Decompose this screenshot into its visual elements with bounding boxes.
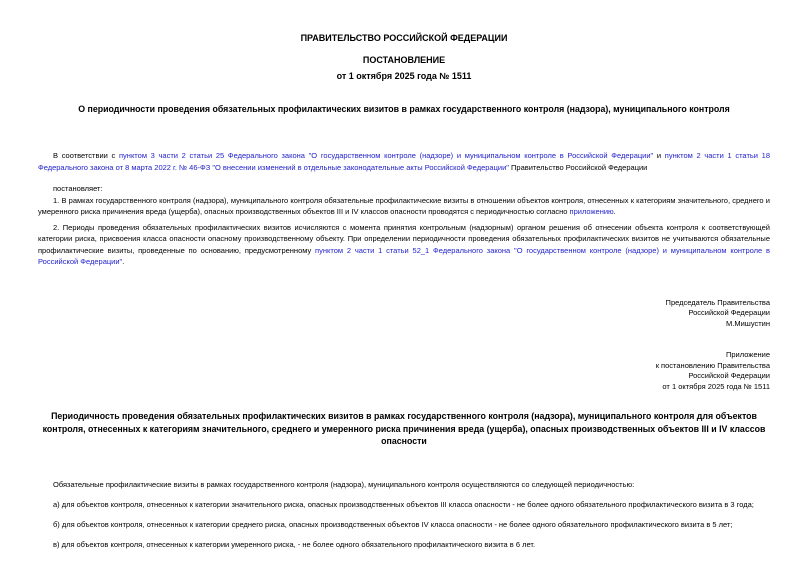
appendix-ref-line: от 1 октября 2025 года № 1511 <box>662 381 770 391</box>
appendix-ref-line: Приложение <box>726 350 770 359</box>
appendix-item-a: а) для объектов контроля, отнесенных к категории значительного риска, опасных производственных объектов III класса опасности - не более одного обязательного профилактического визита в 3 года; <box>53 499 754 509</box>
appendix-item-c: в) для объектов контроля, отнесенных к категории умеренного риска, - не более одного обязательного профилактического визита в 6 лет. <box>53 539 536 549</box>
signature-block <box>38 298 770 330</box>
appendix-ref-line: Российской Федерации <box>688 371 770 380</box>
preamble-paragraph <box>38 150 770 173</box>
signatory-name: М.Мишустин <box>726 318 770 328</box>
law-link-46-fz[interactable]: пунктом 2 части 1 статьи 18 Федерального закона от 8 марта 2022 г. № 46-ФЗ "О внесении изменений в отдельные законодательные акты Российской Федерации" <box>38 151 771 172</box>
appendix-ref-line: к постановлению Правительства <box>655 360 770 370</box>
preamble-text: Правительство Российской Федерации <box>508 162 648 172</box>
appendix-link[interactable]: приложению <box>569 207 614 216</box>
clause-1-text: 1. В рамках государственного контроля (надзора), муниципального контроля обязательные профилактические визиты в отношении объектов контроля, отнесенных к категориям значительного, среднего и умеренного риска причинения вреда (ущерба), опасных производственных объектов III и IV классов опасности проводятся с периодичностью согласно <box>38 195 770 216</box>
appendix-reference-block <box>38 350 770 392</box>
clause-1-text: . <box>613 207 616 216</box>
clause-2-paragraph <box>38 222 770 268</box>
preamble-text: В соответствии с <box>53 151 119 160</box>
signatory-title: Председатель Правительства <box>665 297 770 307</box>
clause-1-paragraph <box>38 195 770 218</box>
clause-2-text: . <box>122 257 125 266</box>
appendix-intro-paragraph: Обязательные профилактические визиты в рамках государственного контроля (надзора), муниципального контроля осуществляются со следующей периодичностью: <box>53 479 635 489</box>
preamble-text: и <box>653 151 665 160</box>
law-link-control-nadzor[interactable]: пунктом 3 части 2 статьи 25 Федерального закона "О государственном контроле (надзоре) и муниципальном контроле в Российской Федерации" <box>118 151 654 160</box>
issuing-authority: ПРАВИТЕЛЬСТВО РОССИЙСКОЙ ФЕДЕРАЦИИ <box>300 33 508 43</box>
appendix-item-b: б) для объектов контроля, отнесенных к категории среднего риска, опасных производственных объектов IV класса опасности - не более одного обязательного профилактического визита в 5 лет; <box>53 519 733 529</box>
document-title: О периодичности проведения обязательных профилактических визитов в рамках государственного контроля (надзора), муниципального контроля <box>78 104 730 114</box>
appendix-title: Периодичность проведения обязательных профилактических визитов в рамках государственного контроля (надзора), муниципального контроля для объектов контроля, отнесенных к категориям значительного, среднего и умеренного риска причинения вреда (ущерба), опасных производственных объектов III и IV классов опасности <box>42 411 766 446</box>
document-type: ПОСТАНОВЛЕНИЕ <box>362 55 446 65</box>
law-link-article-52-1[interactable]: пунктом 2 части 1 статьи 52_1 Федерального закона "О государственном контроле (надзоре) и муниципальном контроле в Российской Федерации" <box>38 245 770 266</box>
resolves-line: постановляет: <box>53 184 103 193</box>
document-header <box>38 0 770 81</box>
signatory-title: Российской Федерации <box>688 308 770 317</box>
clause-2-text: 2. Периоды проведения обязательных профилактических визитов исчисляются с момента принятия контрольным (надзорным) органом решения об отнесении объекта контроля к соответствующей категории риска, присвоения класса опасности опасному производственному объекту. При определении периодичности проведения обязательных профилактических визитов не учитываются обязательные профилактические визиты, проведенные по основанию, предусмотренному <box>38 222 770 255</box>
document-date-number: от 1 октября 2025 года № 1511 <box>336 71 472 81</box>
